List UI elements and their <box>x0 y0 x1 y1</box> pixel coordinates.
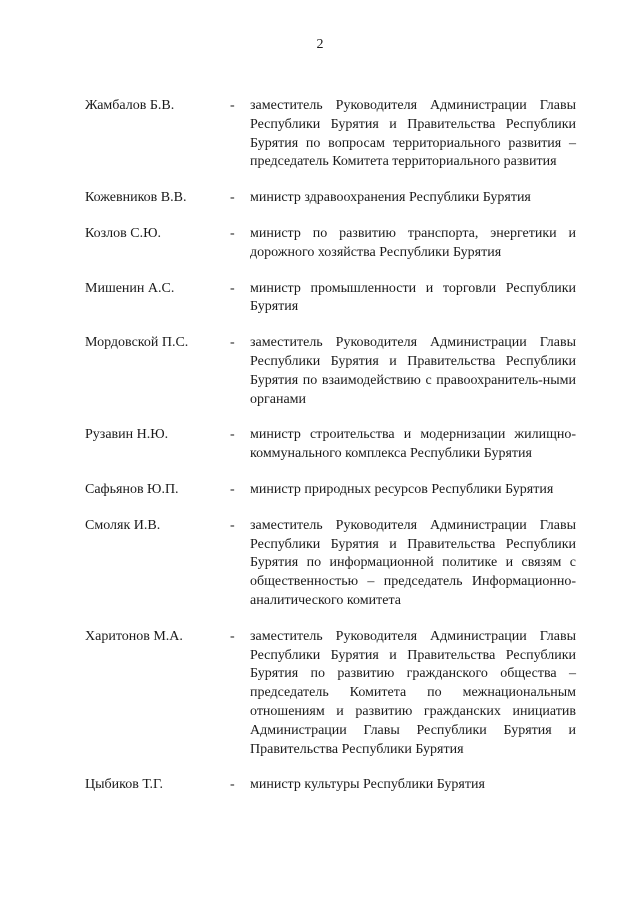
member-role: заместитель Руководителя Администрации Главы Республики Бурятия и Правительства Республики Бурятия по информационной политике и связям с общественностью – председатель Информационно-аналитического комитета <box>250 517 576 608</box>
member-dash: - <box>230 225 235 241</box>
member-name: Козлов С.Ю. <box>85 225 161 241</box>
member-name: Харитонов М.А. <box>85 628 183 644</box>
member-role: министр природных ресурсов Республики Бурятия <box>250 481 554 497</box>
member-role: министр промышленности и торговли Республики Бурятия <box>250 280 576 315</box>
member-name: Сафьянов Ю.П. <box>85 481 179 497</box>
member-name: Смоляк И.В. <box>85 517 161 533</box>
member-entry <box>85 189 585 208</box>
member-role: министр строительства и модернизации жилищно-коммунального комплекса Республики Бурятия <box>250 427 576 462</box>
member-dash: - <box>230 777 235 793</box>
member-dash: - <box>230 335 235 351</box>
member-entry <box>85 776 585 795</box>
member-dash: - <box>230 280 235 296</box>
member-dash: - <box>230 481 235 497</box>
member-role: министр культуры Республики Бурятия <box>250 777 485 793</box>
member-name: Кожевников В.В. <box>85 190 187 206</box>
member-entry <box>85 334 585 409</box>
member-entry <box>85 426 585 464</box>
member-name: Мишенин А.С. <box>85 280 175 296</box>
member-role: заместитель Руководителя Администрации Главы Республики Бурятия и Правительства Республики Бурятия по развитию гражданского общества – председатель Комитета по межнациональным отношениям и развитию гражданских инициатив Администрации Главы Республики Бурятия и Правительства Республики Бурятия <box>250 628 576 757</box>
member-entry <box>85 280 585 318</box>
member-role: заместитель Руководителя Администрации Главы Республики Бурятия и Правительства Республики Бурятия по вопросам территориального развития – председатель Комитета территориального развития <box>250 98 576 170</box>
member-dash: - <box>230 190 235 206</box>
member-entry <box>85 628 585 760</box>
member-dash: - <box>230 98 235 113</box>
member-entry <box>85 481 585 500</box>
member-dash: - <box>230 628 235 644</box>
member-dash: - <box>230 427 235 443</box>
member-name: Цыбиков Т.Г. <box>85 777 163 793</box>
member-entry <box>85 517 585 611</box>
member-list <box>85 97 585 795</box>
member-role: заместитель Руководителя Администрации Главы Республики Бурятия и Правительства Республики Бурятия по взаимодействию с правоохранитель-ными органами <box>250 335 576 407</box>
page-number: 2 <box>316 37 324 52</box>
member-name: Мордовской П.С. <box>85 335 189 351</box>
member-entry <box>85 97 585 172</box>
member-role: министр здравоохранения Республики Бурятия <box>250 190 531 206</box>
member-dash: - <box>230 517 235 533</box>
member-role: министр по развитию транспорта, энергетики и дорожного хозяйства Республики Бурятия <box>250 225 576 260</box>
member-entry <box>85 225 585 263</box>
member-name: Рузавин Н.Ю. <box>85 427 169 443</box>
member-name: Жамбалов Б.В. <box>85 98 175 113</box>
